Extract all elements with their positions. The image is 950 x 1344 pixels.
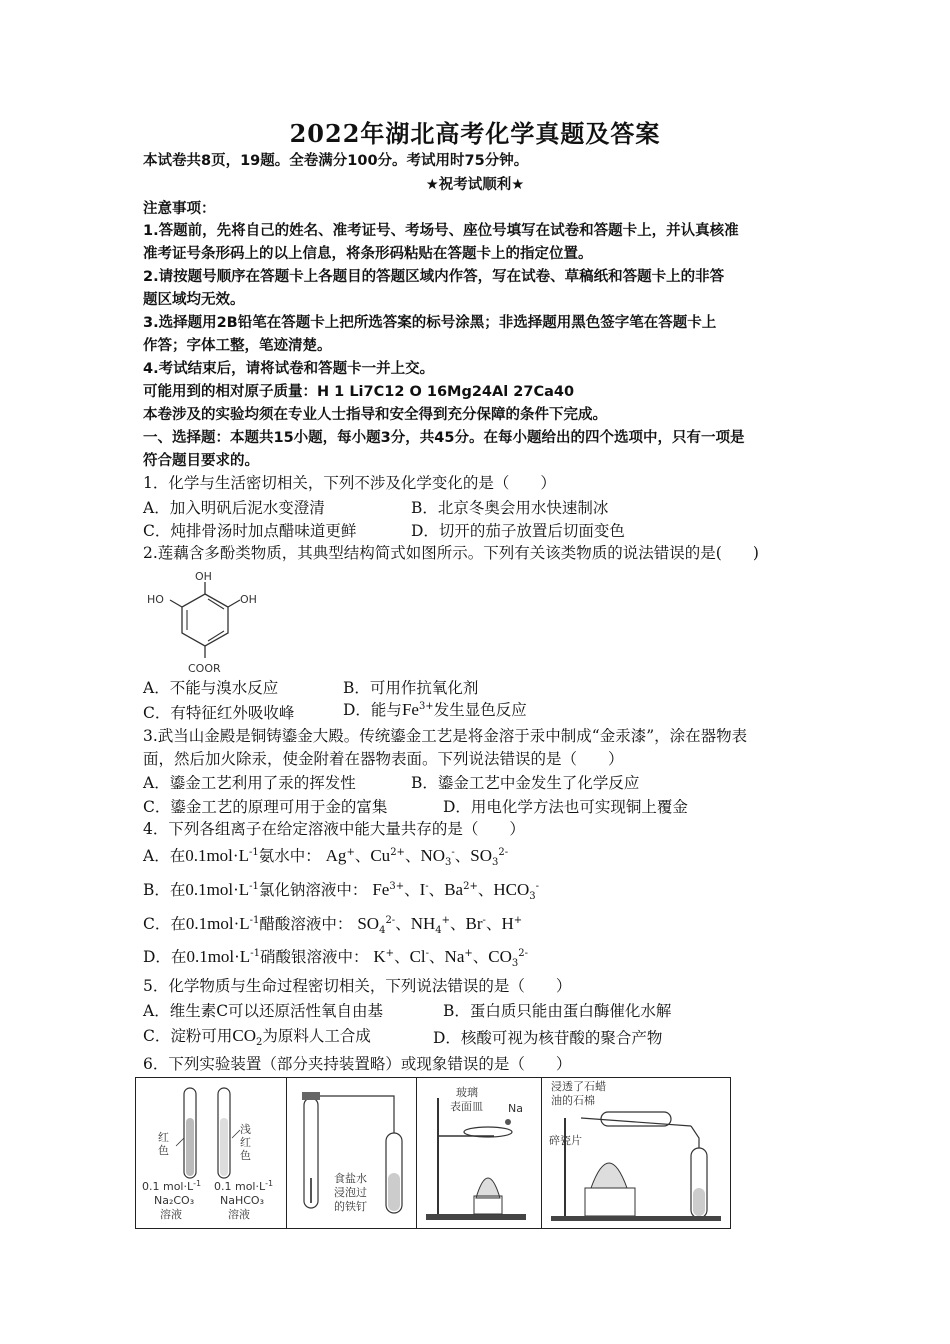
q3-option-a: A．鎏金工艺利用了汞的挥发性 (143, 774, 356, 792)
fig-a-label: 红 (158, 1131, 169, 1144)
note-line: 4.考试结束后，请将试卷和答题卡一并上交。 (143, 361, 435, 377)
q6-figure-table (135, 1077, 731, 1229)
figure-a (136, 1078, 287, 1228)
blessing: ★祝考试顺利★ (425, 177, 525, 193)
q1-stem: 1．化学与生活密切相关，下列不涉及化学变化的是（ ） (143, 474, 556, 492)
struct-label-left: HO (147, 593, 164, 606)
q4-stem: 4．下列各组离子在给定溶液中能大量共存的是（ ） (143, 820, 525, 838)
q5-option-a: A．维生素C可以还原活性氧自由基 (143, 1002, 384, 1020)
struct-label-top: OH (195, 570, 212, 583)
fig-d-label: 浸透了石蜡 (551, 1080, 606, 1093)
exam-intro: 本试卷共8页，19题。全卷满分100分。考试用时75分钟。 (143, 153, 529, 169)
polyphenol-structure (140, 566, 270, 676)
struct-label-bottom: COOR (188, 662, 221, 675)
q2-option-a: A．不能与溴水反应 (143, 679, 279, 697)
figure-b (286, 1078, 417, 1228)
fig-a-label: 色 (240, 1149, 251, 1162)
q5-option-d: D．核酸可视为核苷酸的聚合产物 (433, 1029, 663, 1047)
figure-d (541, 1078, 730, 1228)
q3-option-c: C．鎏金工艺的原理可用于金的富集 (143, 798, 388, 816)
q4-option-a: A．在$0.1mol\cdot L^{-1}$氨水中： Ag+、$Cu^{2+}$、$NO_3^-$、$SO_3^{2-}$ (143, 846, 509, 869)
q1-option-b: B．北京冬奥会用水快速制冰 (411, 499, 609, 517)
fig-c-label: 玻璃 (456, 1086, 478, 1099)
note-line: 作答；字体工整，笔迹清楚。 (143, 338, 332, 354)
q3-option-b: B．鎏金工艺中金发生了化学反应 (411, 774, 640, 792)
q1-option-d: D．切开的茄子放置后切面变色 (411, 522, 625, 540)
q5-option-c: C．淀粉可用$CO_2$为原料人工合成 (143, 1026, 371, 1049)
q6-stem: 6．下列实验装置（部分夹持装置略）或现象错误的是（ ） (143, 1055, 572, 1073)
section-heading-cont: 符合题目要求的。 (143, 453, 259, 469)
q2-option-d: D．能与$Fe^{3+}$发生显色反应 (343, 700, 527, 719)
fig-a-label: 红 (240, 1136, 251, 1149)
note-line: 3.选择题用2B铅笔在答题卡上把所选答案的标号涂黑；非选择题用黑色签字笔在答题卡上 (143, 315, 717, 331)
fig-b-label: 浸泡过 (334, 1186, 367, 1199)
q3-stem-line2: 面，然后加火除汞，使金附着在器物表面。下列说法错误的是（ ） (143, 750, 624, 768)
fig-a-salt-left: Na₂CO₃ (154, 1194, 195, 1207)
q5-option-b: B．蛋白质只能由蛋白酶催化水解 (443, 1002, 672, 1020)
atomic-mass: 可能用到的相对原子质量：H 1 Li7C12 O 16Mg24Al 27Ca40 (143, 384, 575, 400)
q2-option-b: B．可用作抗氧化剂 (343, 679, 479, 697)
fig-a-label: 浅 (240, 1123, 251, 1136)
fig-c-na-label: Na (508, 1102, 523, 1115)
q2-option-c: C．有特征红外吸收峰 (143, 704, 295, 722)
page-title: 2022年湖北高考化学真题及答案 (289, 119, 661, 148)
fig-a-conc-left: 0.1 $mol\cdot L^{-1}$ (142, 1179, 202, 1193)
safety-note: 本卷涉及的实验均须在专业人士指导和安全得到充分保障的条件下完成。 (143, 407, 607, 423)
q1-option-c: C．炖排骨汤时加点醋味道更鲜 (143, 522, 357, 540)
fig-d-label: 油的石棉 (551, 1094, 595, 1107)
fig-b-label: 的铁钉 (334, 1200, 367, 1213)
q4-option-c: C．在$0.1mol\cdot L^{-1}$醋酸溶液中： $SO_4^{2-}$、$NH_4^+$、Br-、H+ (143, 914, 523, 937)
note-line: 2.请按题号顺序在答题卡上各题目的答题区域内作答，写在试卷、草稿纸和答题卡上的非答 (143, 269, 725, 285)
fig-a-conc-right: 0.1 $mol\cdot L^{-1}$ (214, 1179, 274, 1193)
fig-a-solution-right: 溶液 (228, 1208, 250, 1221)
notes-heading: 注意事项： (143, 201, 216, 217)
fig-b-label: 食盐水 (334, 1172, 367, 1185)
note-line: 题区域均无效。 (143, 292, 245, 308)
note-line: 1.答题前，先将自己的姓名、准考证号、考场号、座位号填写在试卷和答题卡上，并认真核准 (143, 223, 739, 239)
q4-option-b: B．在$0.1mol\cdot L^{-1}$氯化钠溶液中： $Fe^{3+}$、I-、$Ba^{2+}$、$HCO_3^-$ (143, 880, 540, 903)
fig-d-label: 碎瓷片 (549, 1134, 582, 1147)
fig-a-solution-left: 溶液 (160, 1208, 182, 1221)
note-line: 准考证号条形码上的以上信息，将条形码粘贴在答题卡上的指定位置。 (143, 246, 593, 262)
q3-stem-line1: 3.武当山金殿是铜铸鎏金大殿。传统鎏金工艺是将金溶于汞中制成“金汞漆”，涂在器物表 (143, 727, 748, 745)
fig-a-label: 色 (158, 1144, 169, 1157)
q5-stem: 5．化学物质与生命过程密切相关，下列说法错误的是（ ） (143, 977, 572, 995)
fig-c-label: 表面皿 (450, 1100, 483, 1113)
q4-option-d: D．在$0.1mol\cdot L^{-1}$硝酸银溶液中： K+、Cl-、Na+、$CO_3^{2-}$ (143, 947, 529, 970)
figure-c (416, 1078, 542, 1228)
section-heading: 一、选择题：本题共15小题，每小题3分，共45分。在每小题给出的四个选项中，只有一项是 (143, 430, 745, 446)
q3-option-d: D．用电化学方法也可实现铜上覆金 (443, 798, 688, 816)
q2-stem: 2.莲藕含多酚类物质，其典型结构简式如图所示。下列有关该类物质的说法错误的是( ) (143, 544, 759, 562)
struct-label-right: OH (240, 593, 257, 606)
fig-a-salt-right: NaHCO₃ (220, 1194, 264, 1207)
q1-option-a: A．加入明矾后泥水变澄清 (143, 499, 325, 517)
